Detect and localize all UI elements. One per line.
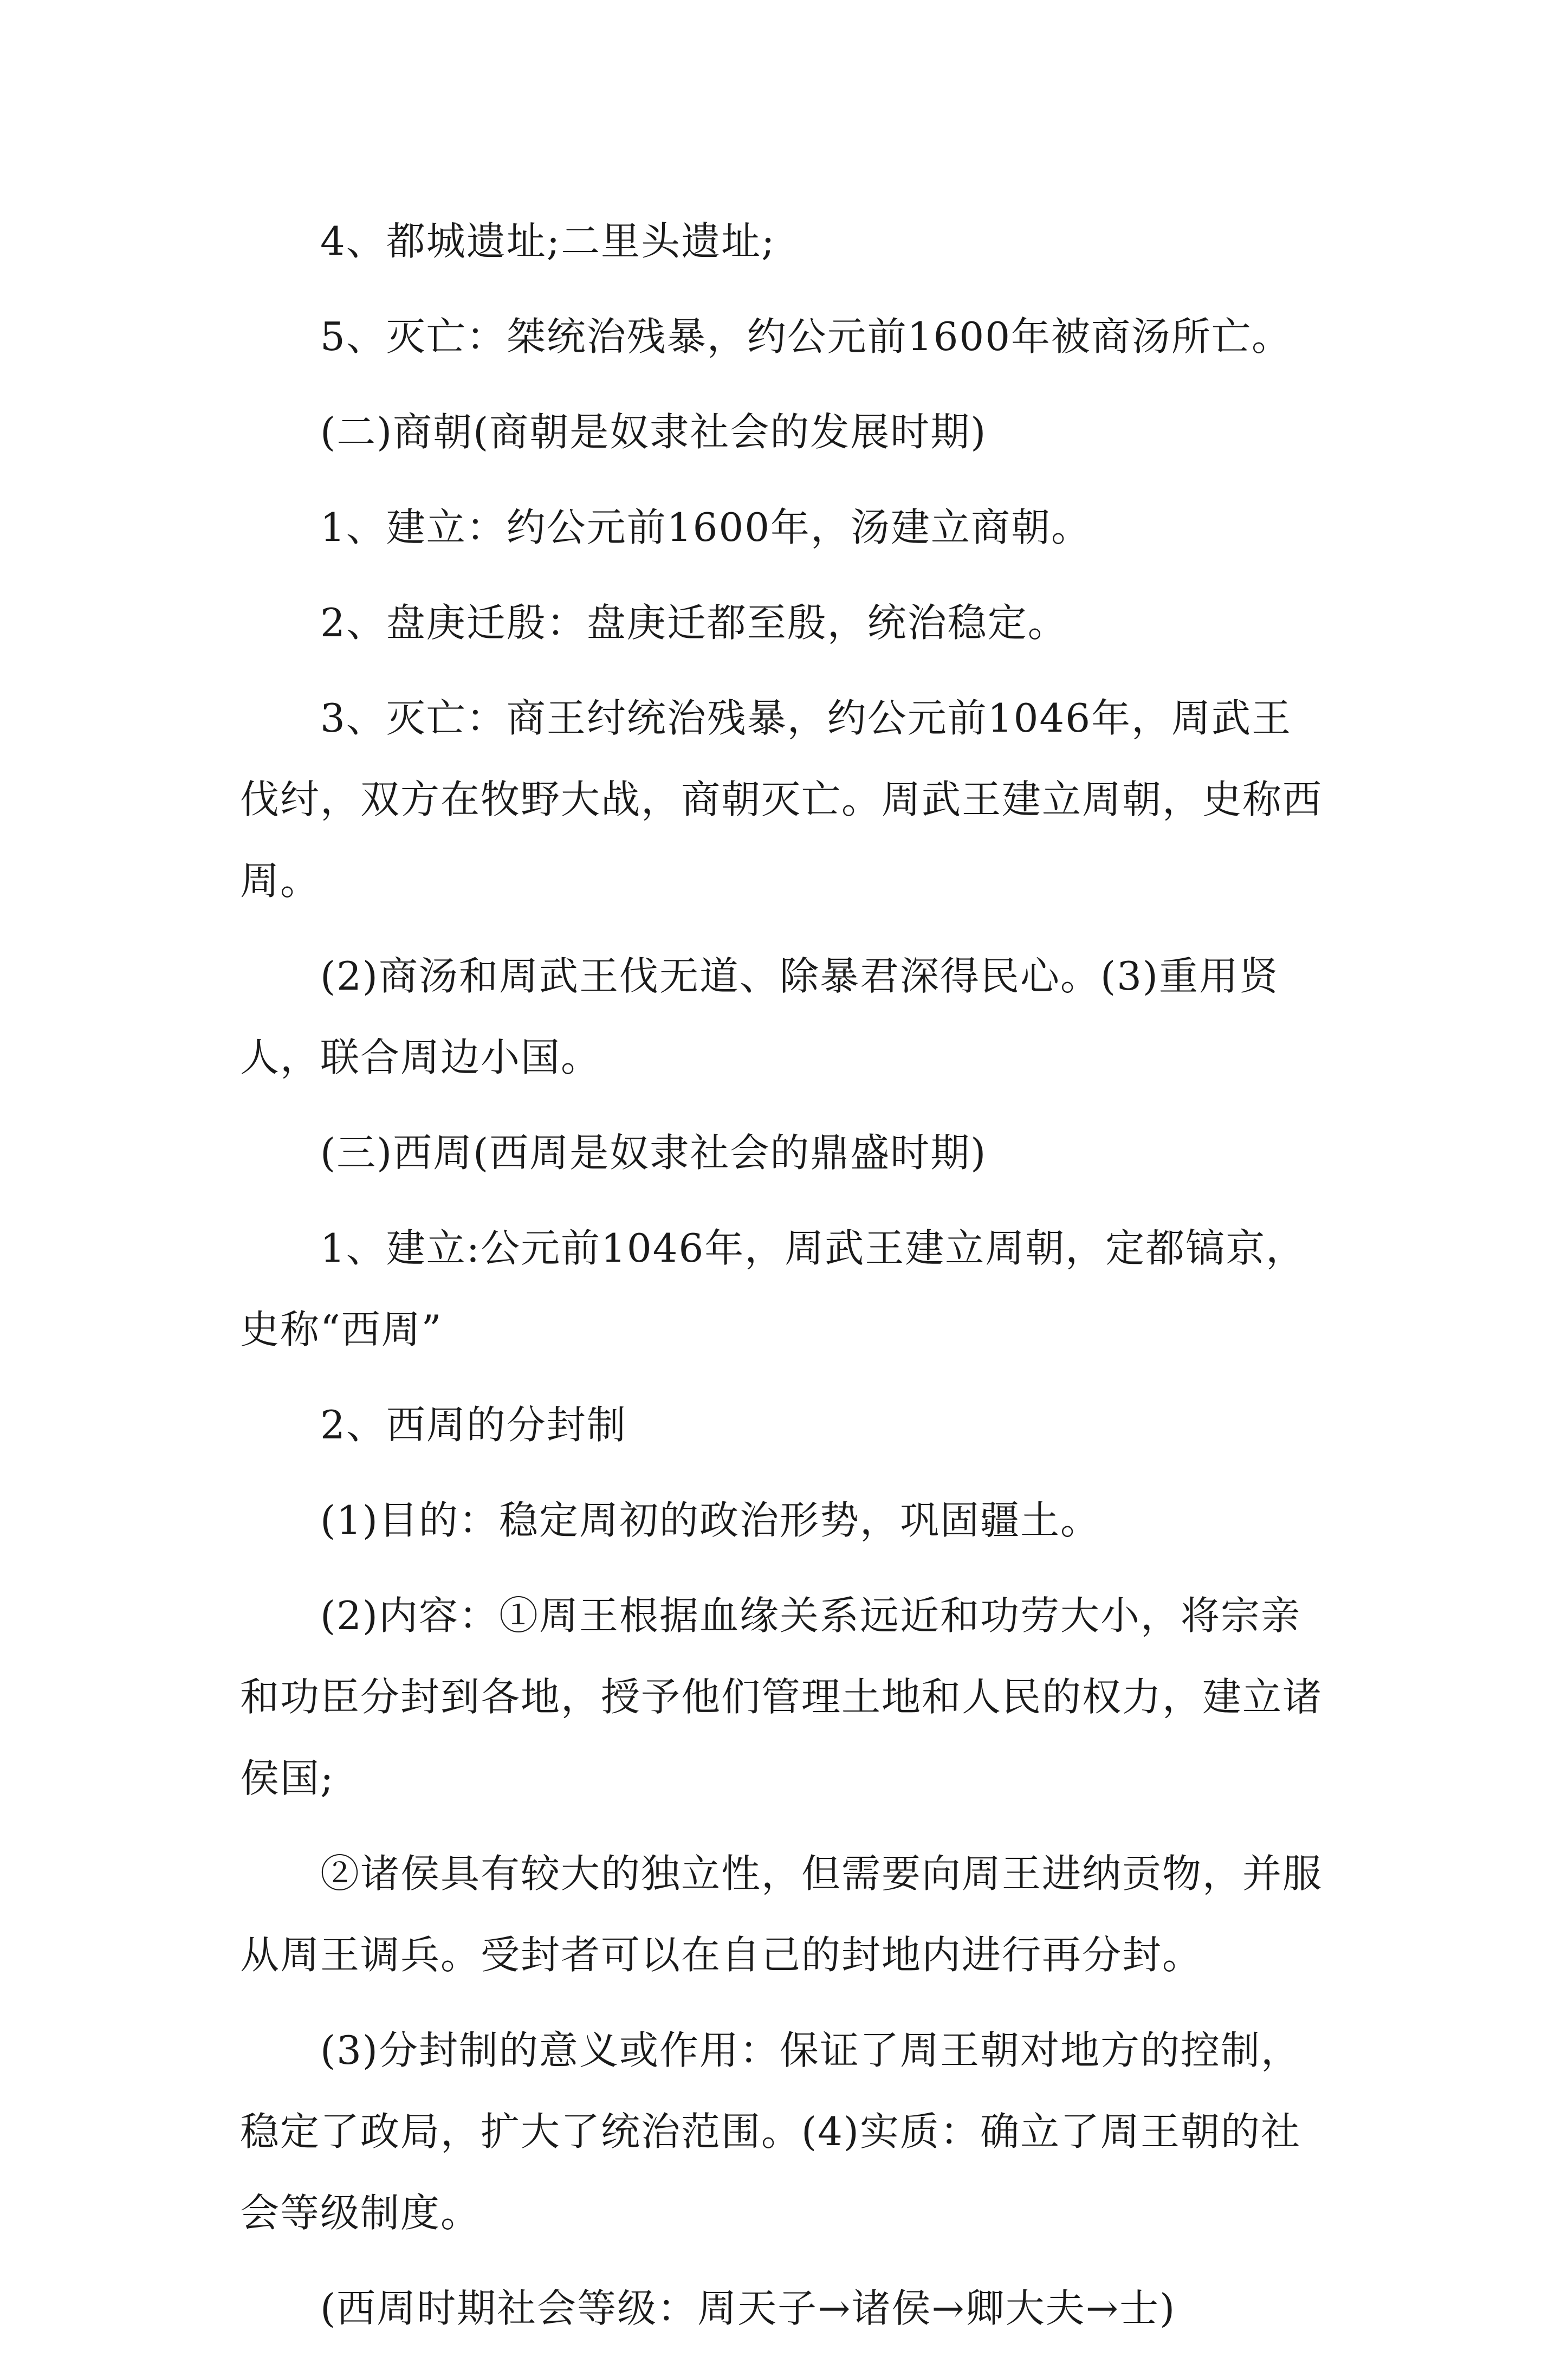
paragraph-reasons: (2)商汤和周武王伐无道、除暴君深得民心。(3)重用贤人，联合周边小国。	[240, 953, 1279, 1080]
section-heading-western-zhou: (三)西周(西周是奴隶社会的鼎盛时期)	[320, 1130, 987, 1176]
paragraph-vassal-duties: ②诸侯具有较大的独立性，但需要向周王进纳贡物，并服从周王调兵。受封者可以在自己的封地内进行再分封。	[240, 1851, 1323, 1978]
paragraph-social-hierarchy: (西周时期社会等级：周天子→诸侯→卿大夫→士)	[320, 2285, 1176, 2331]
paragraph-capital-site: 4、都城遗址;二里头遗址;	[320, 218, 776, 264]
document-body	[240, 201, 1329, 2363]
paragraph-xia-fall: 5、灭亡：桀统治残暴，约公元前1600年被商汤所亡。	[320, 314, 1292, 359]
subheading-fenfeng-system: 2、西周的分封制	[320, 1402, 627, 1448]
paragraph-content: (2)内容：①周王根据血缘关系远近和功劳大小，将宗亲和功臣分封到各地，授予他们管理土地和人民的权力，建立诸侯国;	[240, 1593, 1323, 1801]
paragraph-shang-founding: 1、建立：约公元前1600年，汤建立商朝。	[320, 505, 1092, 550]
paragraph-zhou-founding: 1、建立:公元前1046年，周武王建立周朝，定都镐京，史称“西周”	[240, 1225, 1306, 1352]
paragraph-significance: (3)分封制的意义或作用：保证了周王朝对地方的控制，稳定了政局，扩大了统治范围。(4)实质：确立了周王朝的社会等级制度。	[240, 2028, 1301, 2236]
paragraph-purpose: (1)目的：稳定周初的政治形势，巩固疆土。	[320, 1497, 1100, 1543]
paragraph-pangeng-move: 2、盘庚迁殷：盘庚迁都至殷，统治稳定。	[320, 600, 1068, 645]
paragraph-shang-fall: 3、灭亡：商王纣统治残暴，约公元前1046年，周武王伐纣，双方在牧野大战，商朝灭亡。周武王建立周朝，史称西周。	[240, 695, 1323, 903]
section-heading-shang: (二)商朝(商朝是奴隶社会的发展时期)	[320, 409, 987, 455]
